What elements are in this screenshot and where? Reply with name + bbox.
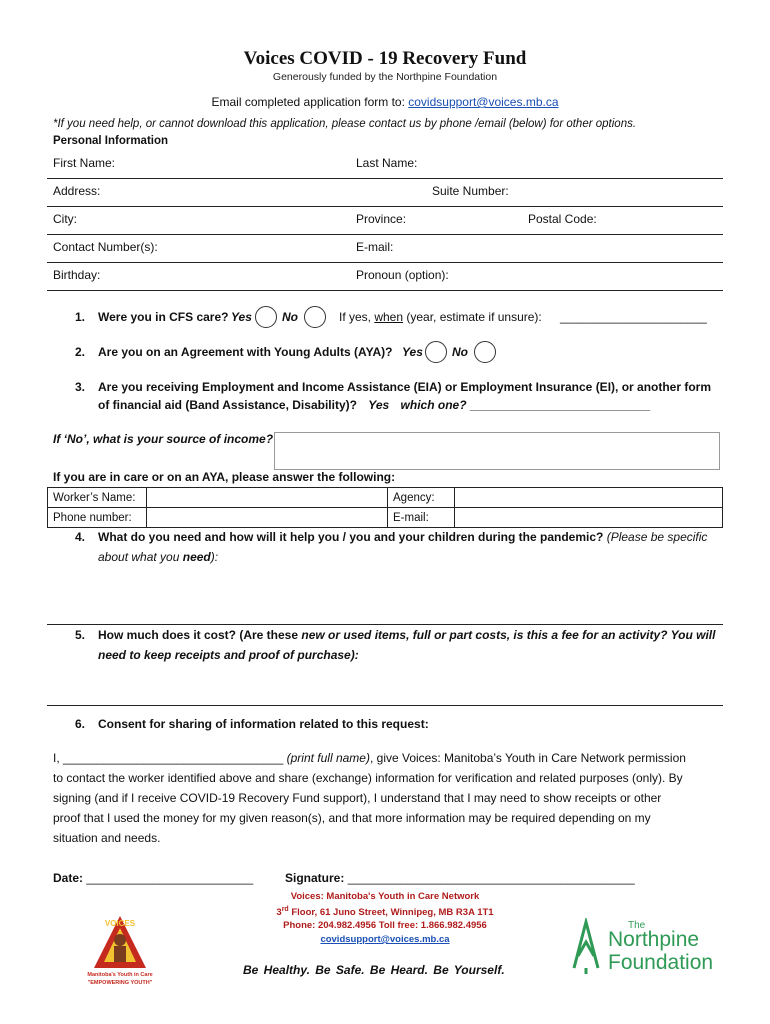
- worker-table: [47, 487, 723, 528]
- signature-blank[interactable]: ___________________________________________: [347, 871, 635, 885]
- q2-text: Are you on an Agreement with Young Adults (AYA)?: [98, 345, 393, 359]
- q1-no-radio[interactable]: [304, 306, 326, 328]
- q1-blank[interactable]: ______________________: [560, 310, 707, 324]
- date-blank[interactable]: _________________________: [86, 871, 254, 885]
- postal-label: Postal Code:: [528, 212, 597, 226]
- q4-answer-line[interactable]: [47, 624, 723, 625]
- birthday-label: Birthday:: [53, 268, 101, 282]
- footer-org: Voices: Manitoba's Youth in Care Network: [290, 891, 480, 902]
- signature-field: [285, 871, 635, 885]
- logo-caption-1: Manitoba's Youth in Care: [87, 972, 153, 978]
- suite-label: Suite Number:: [432, 184, 509, 198]
- date-label: Date:: [53, 871, 84, 885]
- pronoun-label: Pronoun (option):: [356, 268, 449, 282]
- date-field: [53, 871, 253, 885]
- submit-email-link[interactable]: covidsupport@voices.mb.ca: [408, 95, 559, 109]
- q4-number: 4.: [75, 530, 86, 544]
- address-label: Address:: [53, 184, 101, 198]
- q3-blank[interactable]: ___________________________: [469, 398, 651, 412]
- email-label: E-mail:: [356, 240, 394, 254]
- q5-number: 5.: [75, 628, 86, 642]
- q1-text: Were you in CFS care?: [98, 310, 229, 324]
- signature-label: Signature:: [285, 871, 345, 885]
- first-name-label: First Name:: [53, 156, 116, 170]
- worker-name-input[interactable]: [147, 488, 388, 508]
- row-address: [47, 178, 723, 207]
- last-name-label: Last Name:: [356, 156, 418, 170]
- agency-label: Agency:: [388, 488, 455, 508]
- q1-yes-label: Yes: [231, 310, 252, 324]
- voices-logo: [80, 912, 160, 992]
- worker-email-input[interactable]: [455, 508, 723, 528]
- contact-label: Contact Number(s):: [53, 240, 158, 254]
- footer-phone: Phone: 204.982.4956 Toll free: 1.866.982.4956: [283, 920, 487, 931]
- q5-text: How much does it cost? (Are these new or used items, full or part costs, is this a fee for an activity? You will: [98, 628, 716, 642]
- row-city: [47, 206, 723, 235]
- q3-text-line2: of financial aid (Band Assistance, Disability)? Yes which one? ___________________________: [98, 398, 651, 412]
- row-birthday: [47, 262, 723, 291]
- q3-text-line1: Are you receiving Employment and Income Assistance (EIA) or Employment Insurance (EI), or another form: [98, 380, 712, 394]
- q1-number: 1.: [75, 310, 86, 324]
- q4-note: about what you need):: [98, 550, 219, 564]
- voices-logo-graphic: [80, 912, 160, 992]
- agency-input[interactable]: [455, 488, 723, 508]
- q2-no-radio[interactable]: [474, 341, 496, 363]
- q2-number: 2.: [75, 345, 86, 359]
- q2-no-label: No: [452, 345, 468, 359]
- tagline: Be Healthy. Be Safe. Be Heard. Be Yourself.: [243, 963, 505, 977]
- q6-number: 6.: [75, 717, 86, 731]
- q2-yes-radio[interactable]: [425, 341, 447, 363]
- logo-caption-2: "EMPOWERING YOUTH": [87, 980, 153, 986]
- worker-name-label: Worker’s Name:: [48, 488, 147, 508]
- form-title: Voices COVID - 19 Recovery Fund: [243, 48, 527, 69]
- q1-if-yes: If yes, when (year, estimate if unsure):: [339, 310, 542, 324]
- city-label: City:: [53, 212, 77, 226]
- phone-label: Phone number:: [48, 508, 147, 528]
- consent-name-blank[interactable]: _________________________________: [63, 751, 284, 765]
- help-note: *If you need help, or cannot download this application, please contact us by phone /email (below) for other options.: [53, 118, 637, 130]
- northpine-name: Northpine: [608, 928, 700, 951]
- consent-paragraph: I, _________________________________ (print full name), give Voices: Manitoba’s Youth in Care Network permission to contact the worker identified above and share (exchange) information for verification and related purposes (only). By signing (and if I receive COVID-19 Recovery Fund support), I understand that I may need to show receipts or other proof that I used the money for my given reason(s), and that more information may be required depending on my situation and needs.: [53, 751, 686, 845]
- northpine-logo: [570, 918, 730, 978]
- q5-answer-line[interactable]: [47, 705, 723, 706]
- q4-text: What do you need and how will it help you / you and your children during the pandemic? (Please be specific: [98, 530, 708, 544]
- footer-address: 3rd Floor, 61 Juno Street, Winnipeg, MB R3A 1T1: [276, 906, 494, 919]
- phone-input[interactable]: [147, 508, 388, 528]
- q3-number: 3.: [75, 380, 86, 394]
- q1-no-label: No: [282, 310, 298, 324]
- row-name: [47, 150, 723, 179]
- q3-if-no-label: If ‘No’, what is your source of income?: [53, 432, 274, 446]
- q2-yes-label: Yes: [402, 345, 423, 359]
- province-label: Province:: [356, 212, 407, 226]
- q5-text-line2: need to keep receipts and proof of purchase):: [98, 648, 359, 662]
- income-source-input[interactable]: [274, 432, 720, 470]
- worker-email-label: E-mail:: [388, 508, 455, 528]
- q6-text: Consent for sharing of information related to this request:: [98, 717, 429, 731]
- footer-email-link[interactable]: covidsupport@voices.mb.ca: [320, 934, 450, 945]
- care-heading: If you are in care or on an AYA, please answer the following:: [53, 470, 396, 484]
- row-contact: [47, 234, 723, 263]
- q3-yes-label: Yes: [368, 398, 390, 412]
- logo-voices-text: VOICES: [104, 919, 136, 928]
- q1-yes-radio[interactable]: [255, 306, 277, 328]
- q3-which: which one?: [400, 398, 467, 412]
- section-personal-info: Personal Information: [53, 135, 169, 147]
- form-subtitle: Generously funded by the Northpine Foundation: [272, 71, 498, 83]
- northpine-foundation: Foundation: [608, 951, 714, 974]
- submit-email-line: Email completed application form to: covidsupport@voices.mb.ca: [211, 95, 559, 109]
- northpine-the: The: [628, 920, 646, 931]
